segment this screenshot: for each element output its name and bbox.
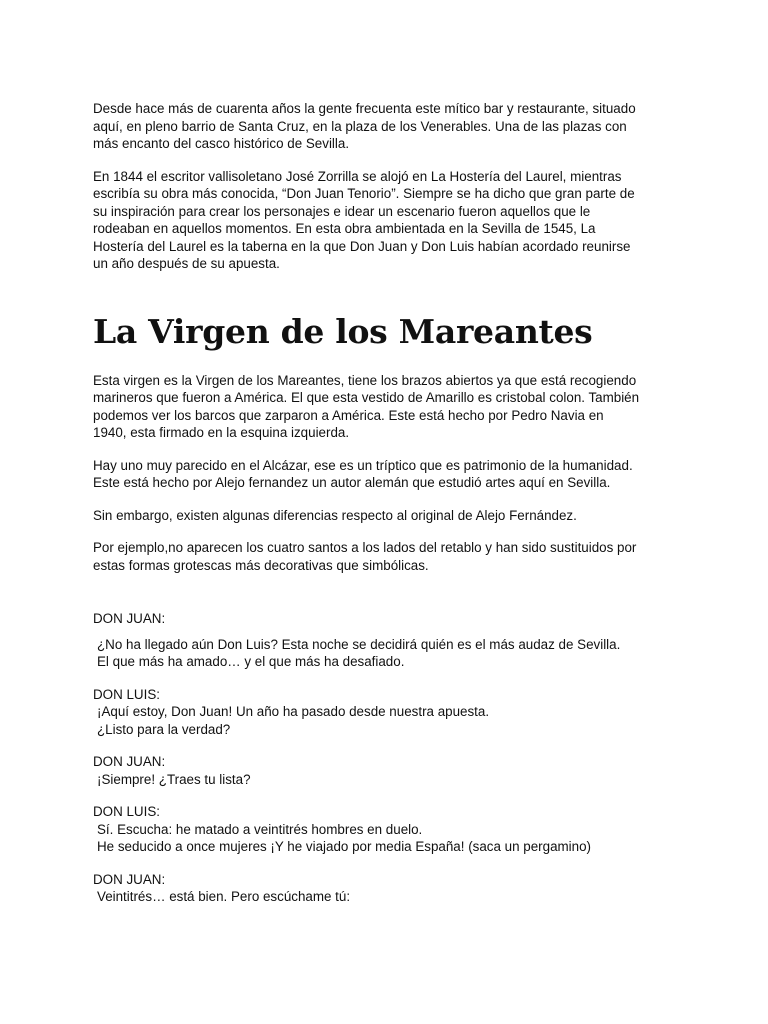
text-line: Este está hecho por Alejo fernandez un autor alemán que estudió artes aquí en Sevilla. [93, 475, 611, 490]
text-line: marineros que fueron a América. El que esta vestido de Amarillo es cristobal colon. También [93, 390, 640, 405]
dialogue-line: He seducido a once mujeres ¡Y he viajado por media España! (saca un pergamino) [97, 839, 592, 854]
intro-paragraph-1 [93, 100, 683, 153]
dialogue-line: ¡Aquí estoy, Don Juan! Un año ha pasado desde nuestra apuesta. [97, 704, 490, 719]
text-line: Sin embargo, existen algunas diferencias respecto al original de Alejo Fernández. [93, 507, 577, 523]
dialogue-block [93, 871, 683, 906]
intro-paragraph-2 [93, 168, 683, 273]
text-line: su inspiración para crear los personajes e idear un escenario fueron aquellos que le [93, 203, 591, 219]
text-line: escribía su obra más conocida, “Don Juan Tenorio”. Siempre se ha dicho que gran parte de [93, 186, 635, 201]
speaker-name: DON JUAN: [93, 611, 166, 626]
dialogue-block [93, 610, 683, 671]
text-line: Esta virgen es la Virgen de los Mareantes, tiene los brazos abiertos ya que está recogiendo [93, 372, 637, 388]
spacer [93, 574, 683, 610]
text-line: Desde hace más de cuarenta años la gente frecuenta este mítico bar y restaurante, situado [93, 101, 636, 116]
dialogue-line: Sí. Escucha: he matado a veintitrés hombres en duelo. [97, 821, 423, 837]
text-line: podemos ver los barcos que zarparon a América. Este está hecho por Pedro Navia en [93, 407, 604, 423]
text-line: En 1844 el escritor vallisoletano José Zorrilla se alojó en La Hostería del Laurel, mientras [93, 168, 622, 184]
dialogue-block [93, 686, 683, 739]
dialogue-line: Veintitrés… está bien. Pero escúchame tú: [97, 889, 351, 904]
speaker-name: DON JUAN: [93, 871, 166, 887]
dialogue-block [93, 753, 683, 788]
speaker-name: DON LUIS: [93, 686, 160, 702]
text-line: rodeaban en aquellos momentos. En esta obra ambientada en la Sevilla de 1545, La [93, 221, 596, 236]
text-line: más encanto del casco histórico de Sevilla. [93, 136, 350, 151]
document-page [93, 100, 683, 921]
text-line: Por ejemplo,no aparecen los cuatro santos a los lados del retablo y han sido sustituidos por [93, 540, 637, 555]
text-line: aquí, en pleno barrio de Santa Cruz, en la plaza de los Venerables. Una de las plazas con [93, 118, 627, 134]
section-paragraph-1 [93, 372, 683, 442]
text-line: estas formas grotescas más decorativas que simbólicas. [93, 557, 429, 573]
dialogue-line: ¡Siempre! ¿Traes tu lista? [97, 771, 251, 787]
section-paragraph-3 [93, 507, 683, 525]
text-line: Hostería del Laurel es la taberna en la que Don Juan y Don Luis habían acordado reunirse [93, 238, 631, 254]
section-heading: La Virgen de los Mareantes [93, 311, 593, 351]
text-line: 1940, esta firmado en la esquina izquierda. [93, 425, 350, 440]
section-paragraph-4 [93, 539, 683, 574]
text-line: Hay uno muy parecido en el Alcázar, ese es un tríptico que es patrimonio de la humanidad. [93, 457, 633, 473]
dialogue-line: ¿No ha llegado aún Don Luis? Esta noche se decidirá quién es el más audaz de Sevilla. [97, 636, 621, 652]
speaker-name: DON JUAN: [93, 754, 166, 769]
section-paragraph-2 [93, 457, 683, 492]
dialogue-line: ¿Listo para la verdad? [97, 721, 231, 737]
text-line: un año después de su apuesta. [93, 256, 280, 271]
speaker-name: DON LUIS: [93, 804, 160, 819]
dialogue-line: El que más ha amado… y el que más ha desafiado. [97, 654, 405, 669]
dialogue-block [93, 803, 683, 856]
